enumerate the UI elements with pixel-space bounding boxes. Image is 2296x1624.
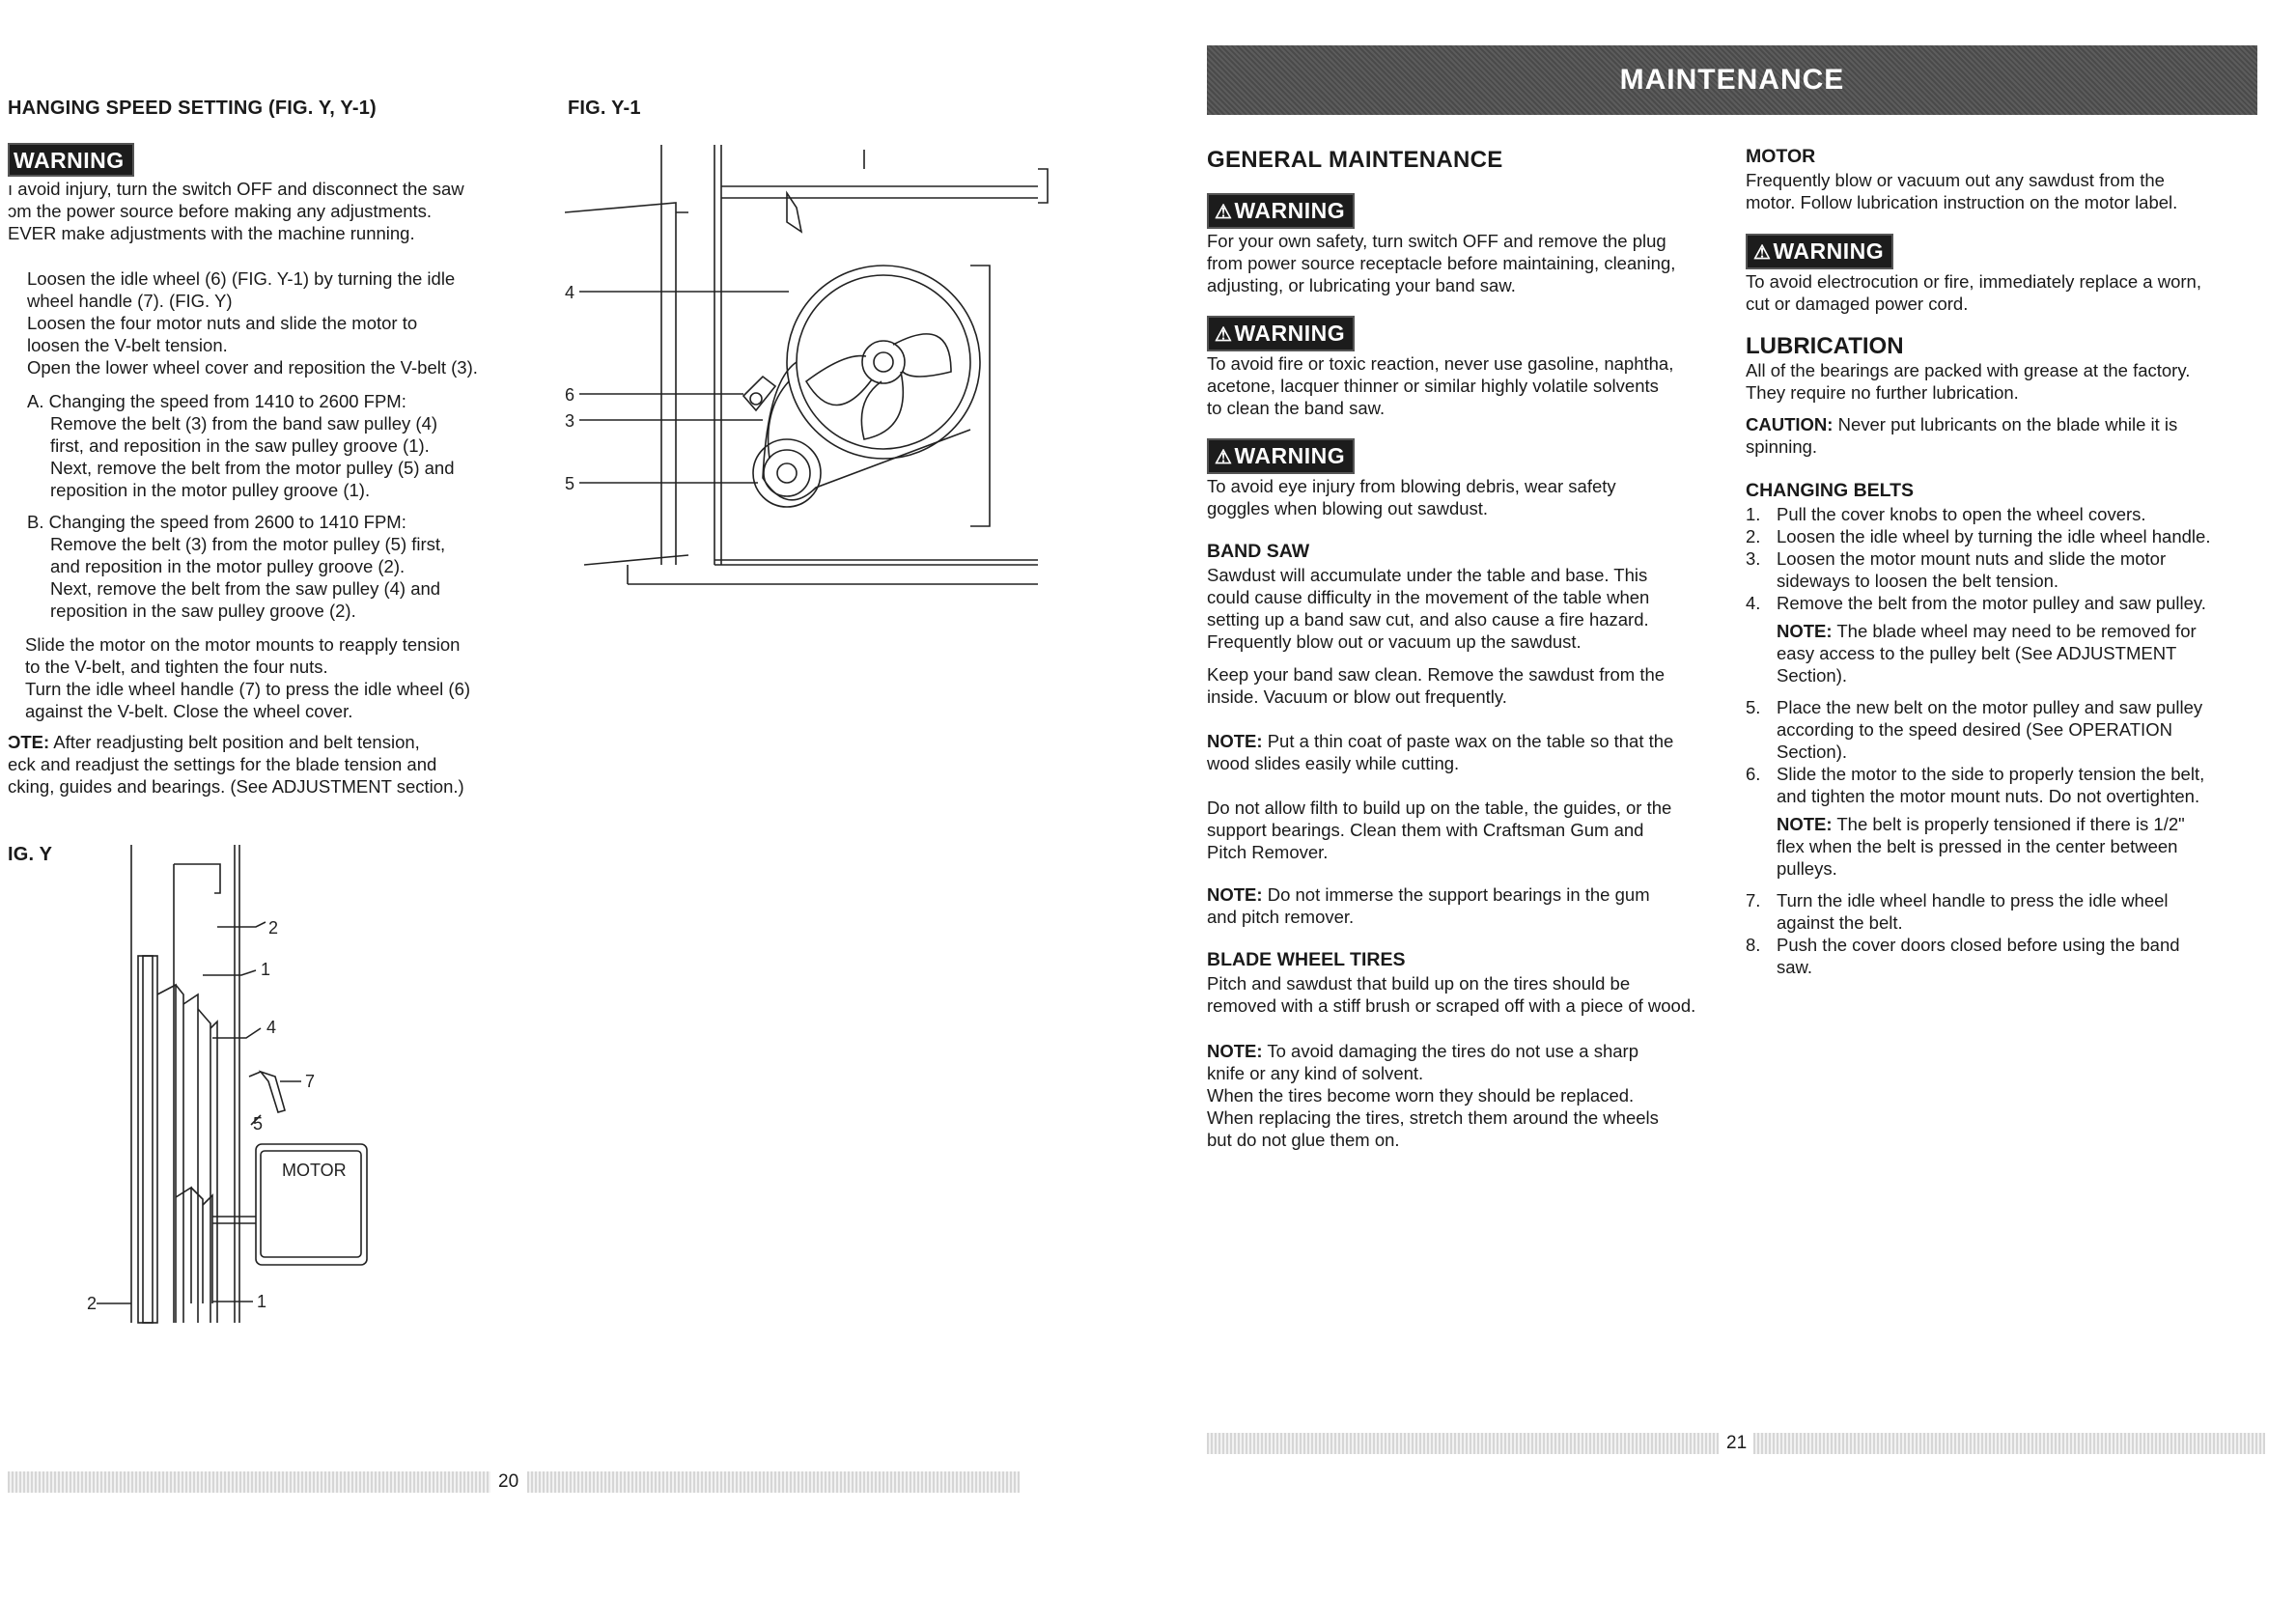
text-line: Slide the motor on the motor mounts to reapply tension: [25, 634, 461, 655]
text-line: easy access to the pulley belt (See ADJUSTMENT: [1777, 643, 2177, 663]
step-number: 2.: [1746, 526, 1761, 546]
text-line: inside. Vacuum or blow out frequently.: [1207, 686, 1507, 707]
text-line: Pitch and sawdust that build up on the tires should be: [1207, 973, 1631, 994]
text-line: The blade wheel may need to be removed for: [1832, 621, 2197, 641]
note-label: NOTE:: [1207, 731, 1263, 751]
text-line: cut or damaged power cord.: [1746, 294, 1969, 314]
text-line: adjusting, or lubricating your band saw.: [1207, 275, 1516, 295]
filth-paragraph: [1207, 797, 1748, 863]
warning-text-1: [1207, 230, 1748, 296]
text-line: To avoid eye injury from blowing debris, wear safety: [1207, 476, 1616, 496]
text-line: reposition in the motor pulley groove (1).: [50, 480, 371, 500]
fig-y-callout: 1: [257, 1292, 267, 1311]
text-line: loosen the V-belt tension.: [27, 335, 228, 355]
band-saw-heading: BAND SAW: [1207, 541, 1310, 562]
text-line: acetone, lacquer thinner or similar highly volatile solvents: [1207, 376, 1659, 396]
text-line: Slide the motor to the side to properly tension the belt,: [1777, 764, 2205, 784]
note-label: NOTE:: [1777, 814, 1833, 834]
left-page-number: 20: [498, 1471, 519, 1492]
note-paste-wax: [1207, 730, 1748, 774]
motor-paragraph: [1746, 169, 2267, 213]
text-line: Remove the belt from the motor pulley and saw pulley.: [1777, 593, 2206, 613]
fig-y1-callout: 4: [565, 283, 575, 302]
left-footer-band: [527, 1471, 1020, 1493]
note-label: ƆTE:: [8, 732, 50, 752]
caution-label: CAUTION:: [1746, 414, 1834, 434]
right-footer-band: [1753, 1433, 2265, 1454]
list-item: [1746, 503, 2267, 525]
text-line: flex when the belt is pressed in the center between: [1777, 836, 2178, 856]
text-line: eck and readjust the settings for the blade tension and: [8, 754, 437, 774]
text-line: could cause difficulty in the movement of the table when: [1207, 587, 1650, 607]
text-line: Next, remove the belt from the motor pulley (5) and: [50, 458, 455, 478]
changing-belts-steps: [1746, 503, 2267, 978]
blade-wheel-tires-heading: BLADE WHEEL TIRES: [1207, 949, 1406, 970]
left-page-title: HANGING SPEED SETTING (FIG. Y, Y-1): [8, 98, 377, 119]
fig-y-motor-label: MOTOR: [282, 1161, 347, 1180]
text-line: Place the new belt on the motor pulley and saw pulley: [1777, 697, 2203, 717]
list-item: [1746, 696, 2267, 763]
text-line: according to the speed desired (See OPERATION: [1777, 719, 2172, 740]
text-line: Turn the idle wheel handle to press the idle wheel: [1777, 890, 2169, 910]
list-item: [1746, 763, 2267, 807]
text-line: removed with a stiff brush or scraped off with a piece of wood.: [1207, 995, 1696, 1016]
tires-paragraph: [1207, 972, 1767, 1017]
text-line: All of the bearings are packed with grease at the factory.: [1746, 360, 2191, 380]
step-number: 8.: [1746, 935, 1761, 955]
text-line: Open the lower wheel cover and reposition the V-belt (3).: [27, 357, 478, 378]
text-line: and reposition in the motor pulley groove (2).: [50, 556, 406, 576]
warning-label: WARNING: [1234, 198, 1346, 223]
list-item: [1746, 592, 2267, 614]
list-item: [1746, 934, 2267, 978]
list-item: [1746, 889, 2267, 934]
fig-y-callout: 2: [268, 918, 279, 938]
text-line: Loosen the idle wheel by turning the idle wheel handle.: [1777, 526, 2211, 546]
text-line: support bearings. Clean them with Craftsman Gum and: [1207, 820, 1644, 840]
left-item-b: [27, 511, 548, 622]
warning-text-4: [1746, 270, 2267, 315]
text-line: Frequently blow or vacuum out any sawdust from the: [1746, 170, 2165, 190]
general-maintenance-heading: GENERAL MAINTENANCE: [1207, 147, 1503, 173]
left-warning-text: [8, 178, 548, 244]
step-number: 3.: [1746, 548, 1761, 569]
text-line: Loosen the motor mount nuts and slide the motor: [1777, 548, 2167, 569]
fig-y-diagram: [87, 840, 434, 1342]
text-line: Pitch Remover.: [1207, 842, 1329, 862]
list-item: [1746, 547, 2267, 592]
text-line: Do not allow filth to build up on the table, the guides, or the: [1207, 798, 1672, 818]
fig-y1-callout: 3: [565, 411, 575, 431]
text-line: Section).: [1777, 742, 1848, 762]
text-line: Pull the cover knobs to open the wheel covers.: [1777, 504, 2146, 524]
left-warning-badge: [8, 143, 134, 177]
text-line: Frequently blow out or vacuum up the sawdust.: [1207, 631, 1582, 652]
motor-heading: MOTOR: [1746, 146, 1816, 167]
step-number: 4.: [1746, 593, 1761, 613]
lubrication-heading: LUBRICATION: [1746, 333, 1904, 359]
text-line: To avoid damaging the tires do not use a sharp: [1262, 1041, 1639, 1061]
fig-y1-callout: 5: [565, 474, 575, 493]
left-footer-band: [8, 1471, 490, 1493]
fig-y-label: IG. Y: [8, 844, 53, 865]
text-line: and tighten the motor mount nuts. Do not overtighten.: [1777, 786, 2200, 806]
text-line: Never put lubricants on the blade while it is: [1833, 414, 2178, 434]
text-line: Keep your band saw clean. Remove the sawdust from the: [1207, 664, 1666, 685]
warning-badge-1: [1207, 193, 1355, 229]
fig-y1-label: FIG. Y-1: [568, 98, 641, 119]
belts-note-1: [1746, 620, 2267, 686]
caution-paragraph: [1746, 413, 2267, 458]
band-saw-p1: [1207, 564, 1748, 653]
text-line: wheel handle (7). (FIG. Y): [27, 291, 233, 311]
step-number: 7.: [1746, 890, 1761, 910]
warning-triangle-icon: ⚠: [1215, 324, 1233, 346]
step-number: 1.: [1746, 504, 1761, 524]
warning-text-3: [1207, 475, 1748, 519]
list-item: [1746, 525, 2267, 547]
text-line: Do not immerse the support bearings in the gum: [1262, 884, 1650, 905]
text-line: knife or any kind of solvent.: [1207, 1063, 1424, 1083]
text-line: spinning.: [1746, 436, 1818, 457]
warning-triangle-icon: ⚠: [1215, 202, 1233, 223]
text-line: B. Changing the speed from 2600 to 1410 FPM:: [27, 512, 406, 532]
text-line: They require no further lubrication.: [1746, 382, 2019, 403]
fig-y-callout: 4: [266, 1018, 277, 1037]
text-line: Sawdust will accumulate under the table and base. This: [1207, 565, 1648, 585]
fig-y1-diagram: [565, 140, 1081, 603]
text-line: ɔm the power source before making any adjustments.: [8, 201, 433, 221]
fig-y-callout: 5: [253, 1114, 264, 1134]
text-line: to clean the band saw.: [1207, 398, 1386, 418]
text-line: to the V-belt, and tighten the four nuts.: [25, 657, 328, 677]
warning-triangle-icon: ⚠: [1753, 242, 1772, 264]
note-tires: [1207, 1040, 1748, 1151]
text-line: To avoid electrocution or fire, immediately replace a worn,: [1746, 271, 2201, 292]
text-line: When replacing the tires, stretch them around the wheels: [1207, 1107, 1659, 1128]
fig-y-callout: 2: [87, 1294, 98, 1313]
text-line: Remove the belt (3) from the motor pulley (5) first,: [50, 534, 446, 554]
text-line: Loosen the four motor nuts and slide the motor to: [27, 313, 418, 333]
right-page-number: 21: [1726, 1433, 1748, 1453]
fig-y-callout: 1: [261, 960, 271, 979]
warning-label: WARNING: [1234, 321, 1346, 346]
text-line: against the V-belt. Close the wheel cover.: [25, 701, 353, 721]
text-line: A. Changing the speed from 1410 to 2600 FPM:: [27, 391, 406, 411]
text-line: goggles when blowing out sawdust.: [1207, 498, 1489, 518]
text-line: Turn the idle wheel handle (7) to press the idle wheel (6): [25, 679, 471, 699]
text-line: Put a thin coat of paste wax on the table so that the: [1262, 731, 1674, 751]
text-line: To avoid fire or toxic reaction, never use gasoline, naphtha,: [1207, 353, 1674, 374]
step-number: 5.: [1746, 697, 1761, 717]
changing-belts-heading: CHANGING BELTS: [1746, 480, 1915, 501]
note-label: NOTE:: [1207, 884, 1263, 905]
text-line: first, and reposition in the saw pulley groove (1).: [50, 435, 430, 456]
text-line: and pitch remover.: [1207, 907, 1355, 927]
text-line: motor. Follow lubrication instruction on the motor label.: [1746, 192, 2178, 212]
text-line: saw.: [1777, 957, 1813, 977]
fig-y-callout: 7: [305, 1072, 316, 1091]
fig-y1-callout: 6: [565, 385, 575, 405]
text-line: Loosen the idle wheel (6) (FIG. Y-1) by turning the idle: [27, 268, 456, 289]
text-line: For your own safety, turn switch OFF and remove the plug: [1207, 231, 1666, 251]
text-line: ı avoid injury, turn the switch OFF and disconnect the saw: [8, 179, 464, 199]
text-line: When the tires become worn they should be replaced.: [1207, 1085, 1635, 1106]
text-line: cking, guides and bearings. (See ADJUSTMENT section.): [8, 776, 464, 797]
warning-text-2: [1207, 352, 1748, 419]
maintenance-banner: [1207, 45, 2257, 115]
band-saw-p2: [1207, 663, 1748, 708]
warning-label: WARNING: [1234, 443, 1346, 468]
right-footer-band: [1207, 1433, 1719, 1454]
text-line: from power source receptacle before maintaining, cleaning,: [1207, 253, 1676, 273]
text-line: wood slides easily while cutting.: [1207, 753, 1460, 773]
text-line: Section).: [1777, 665, 1848, 686]
warning-label: WARNING: [14, 148, 125, 173]
text-line: Push the cover doors closed before using the band: [1777, 935, 2180, 955]
text-line: The belt is properly tensioned if there is 1/2": [1832, 814, 2185, 834]
text-line: sideways to loosen the belt tension.: [1777, 571, 2059, 591]
text-line: but do not glue them on.: [1207, 1130, 1400, 1150]
left-steps-b: [25, 633, 546, 722]
warning-label: WARNING: [1773, 238, 1885, 264]
left-steps-a: [27, 267, 548, 378]
text-line: setting up a band saw cut, and also cause a fire hazard.: [1207, 609, 1649, 630]
text-line: EVER make adjustments with the machine running.: [8, 223, 415, 243]
warning-badge-3: [1207, 438, 1355, 474]
note-label: NOTE:: [1777, 621, 1833, 641]
warning-badge-4: [1746, 234, 1893, 269]
text-line: Next, remove the belt from the saw pulley (4) and: [50, 578, 441, 599]
text-line: After readjusting belt position and belt tension,: [49, 732, 420, 752]
text-line: Remove the belt (3) from the band saw pulley (4): [50, 413, 438, 434]
warning-badge-2: [1207, 316, 1355, 351]
lubrication-paragraph: [1746, 359, 2267, 404]
note-label: NOTE:: [1207, 1041, 1263, 1061]
step-number: 6.: [1746, 764, 1761, 784]
left-note: [8, 731, 548, 798]
belts-note-2: [1746, 813, 2267, 880]
text-line: pulleys.: [1777, 858, 1837, 879]
left-item-a: [27, 390, 548, 501]
banner-title: MAINTENANCE: [1619, 64, 1845, 96]
text-line: against the belt.: [1777, 912, 1903, 933]
text-line: reposition in the saw pulley groove (2).: [50, 601, 356, 621]
warning-triangle-icon: ⚠: [1215, 447, 1233, 468]
note-gum: [1207, 883, 1748, 928]
